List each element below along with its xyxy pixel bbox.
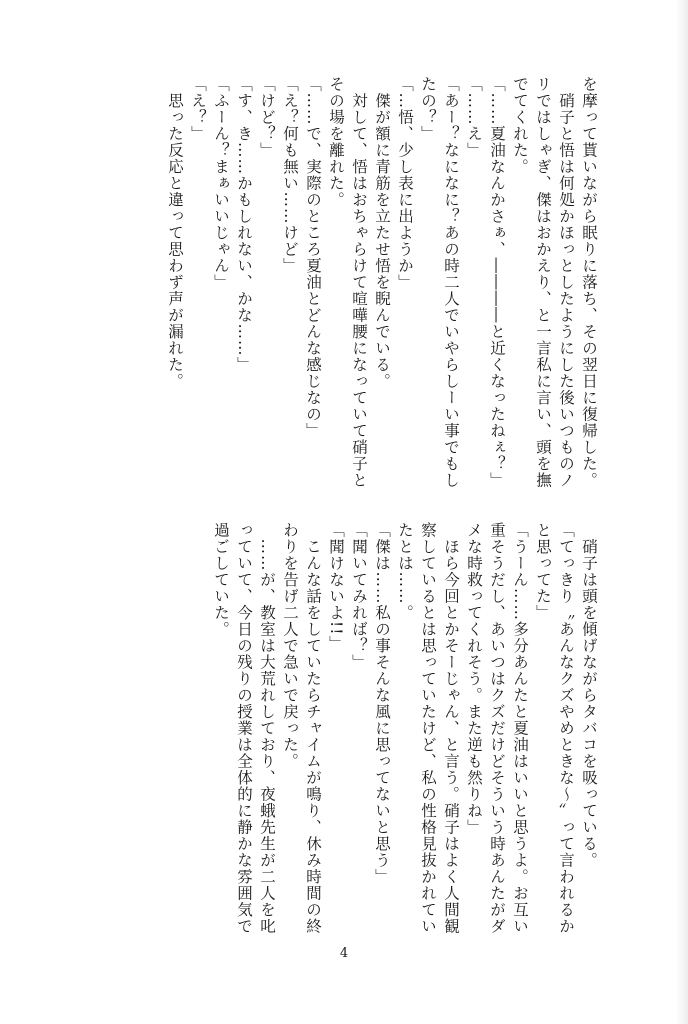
text-line: 「す、き……かもしれない、かな……」 (235, 76, 253, 373)
text-line: 察しているとは思っていたけど、私の性格見抜かれてい (419, 522, 437, 935)
text-line: 「ふーん？まぁいいじゃん」 (212, 76, 230, 291)
text-line: 重そうだし、あいつはクズだけどそういう時あんたがダ (488, 522, 506, 935)
top-text-block (163, 76, 600, 489)
text-line: 「うーん……多分あんたと夏油はいいと思うよ。お互い (511, 522, 529, 935)
text-line: でてくれた。 (511, 76, 529, 175)
text-line: と思ってた」 (534, 522, 552, 621)
text-line: リではしゃぎ、傑はおかえり、と一言私に言い、頭を撫 (534, 76, 552, 489)
text-line: 対して、悟はおちゃらけて喧嘩腰になっていて硝子と (350, 76, 368, 489)
text-line: わりを告げ二人で急いで戻った。 (281, 522, 299, 770)
text-line: 硝子と悟は何処かほっとしたようにした後いつものノ (557, 76, 575, 489)
text-line: を摩って貰いながら眠りに落ち、その翌日に復帰した。 (580, 76, 598, 489)
text-line: 「聞いてみれば？」 (350, 522, 368, 671)
text-line: たの？」 (419, 76, 437, 142)
text-line: こんな話をしていたらチャイムが鳴り、休み時間の終 (304, 522, 322, 935)
text-line: 「けど？」 (258, 76, 276, 159)
bottom-text-block (209, 522, 600, 942)
text-line: 「……え」 (465, 76, 483, 159)
text-line: っていて、今日の残りの授業は全体的に静かな雰囲気で (235, 522, 253, 935)
text-line: 過ごしていた。 (212, 522, 230, 638)
text-line: 「あー？なになに？あの時二人でいやらしーい事でもし (442, 76, 460, 489)
text-line: 「……夏油なんかさぁ、――――と近くなったねぇ？」 (488, 76, 506, 489)
text-line: 「え？」 (189, 76, 207, 142)
text-line: 「てっきり〝あんなクズやめときな〜〟って言われるか (557, 522, 575, 935)
text-line: ……が、教室は大荒れしており、夜蛾先生が二人を叱 (258, 522, 276, 935)
text-line: 「……で、実際のところ夏油とどんな感じなの」 (304, 76, 322, 439)
text-line: メな時救ってくれそう。また逆も然りね」 (465, 522, 483, 836)
text-line: 傑が額に青筋を立たせ悟を睨んでいる。 (373, 76, 391, 390)
text-line: ほら今回とかそーじゃん、と言う。硝子はよく人間観 (442, 522, 460, 935)
text-line: たとは……。 (396, 522, 414, 621)
page-number: 4 (339, 946, 349, 961)
text-line: 「…悟、少し表に出ようか」 (396, 76, 414, 291)
text-line: 「聞けないよ!!」 (327, 522, 345, 652)
page-edge-shadow (676, 0, 688, 1024)
text-line: 思った反応と違って思わず声が漏れた。 (166, 76, 184, 390)
text-line: 硝子は頭を傾げながらタバコを吸っている。 (580, 522, 598, 869)
text-line: 「え？何も無い……けど」 (281, 76, 299, 274)
text-line: その場を離れた。 (327, 76, 345, 208)
text-line: 「傑は……私の事そんな風に思ってないと思う」 (373, 522, 391, 885)
